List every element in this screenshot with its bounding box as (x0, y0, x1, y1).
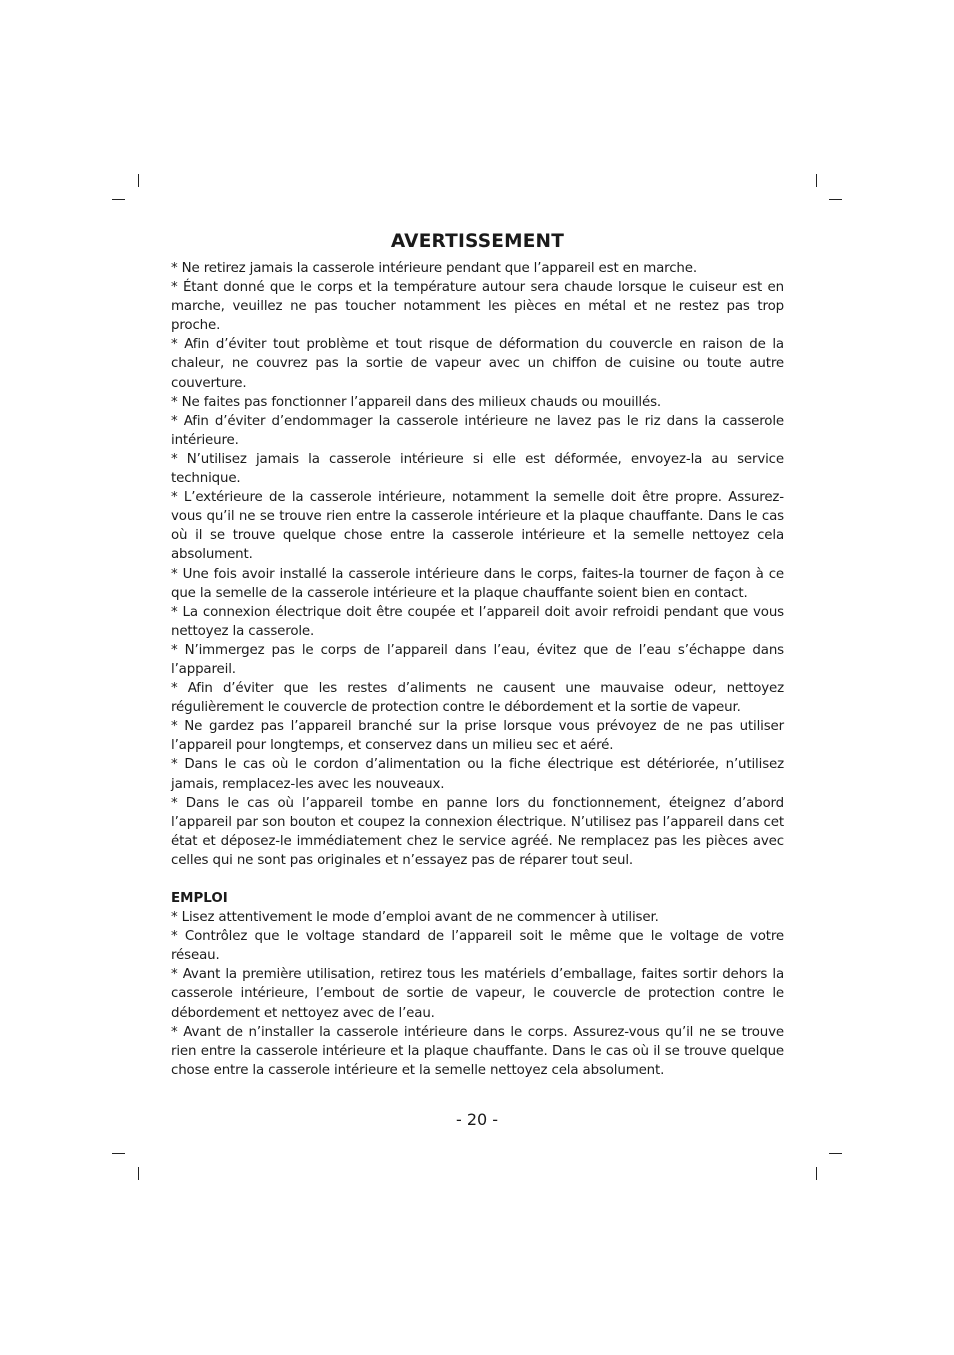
warning-item: * Dans le cas où le cordon d’alimentation ou la fiche électrique est détériorée, n’utilisez jamais, remplacez-les avec les nouveaux. (171, 757, 784, 792)
warning-item: * N’immergez pas le corps de l’appareil dans l’eau, évitez que de l’eau s’échappe dans l’appareil. (171, 642, 784, 677)
crop-mark (138, 1167, 139, 1180)
warning-item: * L’extérieure de la casserole intérieure, notamment la semelle doit être propre. Assurez-vous qu’il ne se trouve rien entre la casserole intérieure et la plaque chauffante. Dans le cas où il se trouve quelque chose entre la casserole intérieure et la semelle nettoyez cela absolument. (171, 490, 784, 563)
page-title: AVERTISSEMENT (390, 231, 565, 252)
usage-item: * Contrôlez que le voltage standard de l’appareil soit le même que le voltage de votre réseau. (171, 929, 784, 964)
usage-list (171, 908, 784, 1080)
usage-item: * Avant la première utilisation, retirez tous les matériels d’emballage, faites sortir dehors la casserole intérieure, l’embout de sortie de vapeur, le couvercle de protection contre le débordement et nettoyez avec de l’eau. (171, 967, 784, 1021)
warning-item: * Ne faites pas fonctionner l’appareil dans des milieux chauds ou mouillés. (171, 394, 662, 410)
crop-mark (112, 1153, 125, 1154)
page-number: - 20 - (455, 1110, 499, 1129)
crop-mark (829, 199, 842, 200)
page-content (171, 232, 784, 1080)
crop-mark (816, 1167, 817, 1180)
warnings-list (171, 259, 784, 870)
crop-mark (138, 174, 139, 187)
crop-mark (829, 1153, 842, 1154)
warning-item: * Étant donné que le corps et la température autour sera chaude lorsque le cuiseur est en marche, veuillez ne pas toucher notamment les pièces en métal et ne restez pas trop proche. (171, 280, 784, 334)
section-title-usage: EMPLOI (171, 891, 228, 906)
warning-item: * La connexion électrique doit être coupée et l’appareil doit avoir refroidi pendant que vous nettoyez la casserole. (171, 604, 784, 639)
crop-mark (112, 199, 125, 200)
crop-mark (816, 174, 817, 187)
warning-item: * Afin d’éviter que les restes d’aliments ne causent une mauvaise odeur, nettoyez régulièrement le couvercle de protection contre le débordement et la sortie de vapeur. (171, 681, 784, 716)
usage-item: * Avant de n’installer la casserole intérieure dans le corps. Assurez-vous qu’il ne se trouve rien entre la casserole intérieure et la plaque chauffante. Dans le cas où il se trouve quelque chose entre la casserole intérieure et la semelle nettoyez cela absolument. (171, 1024, 784, 1078)
warning-item: * Afin d’éviter tout problème et tout risque de déformation du couvercle en raison de la chaleur, ne couvrez pas la sortie de vapeur avec un chiffon de cuisine ou toute autre couverture. (171, 337, 784, 391)
warning-item: * Dans le cas où l’appareil tombe en panne lors du fonctionnement, éteignez d’abord l’appareil par son bouton et coupez la connexion électrique. N’utilisez pas l’appareil dans cet état et déposez-le immédiatement chez le service agréé. Ne remplacez pas les pièces avec celles qui ne sont pas originales et n’essayez pas de réparer tout seul. (171, 795, 784, 868)
warning-item: * Une fois avoir installé la casserole intérieure dans le corps, faites-la tourner de façon à ce que la semelle de la casserole intérieure et la plaque chauffante soient bien en contact. (171, 566, 784, 601)
warning-item: * Afin d’éviter d’endommager la casserole intérieure ne lavez pas le riz dans la casserole intérieure. (171, 413, 784, 448)
warning-item: * Ne gardez pas l’appareil branché sur la prise lorsque vous prévoyez de ne pas utiliser l’appareil pour longtemps, et conservez dans un milieu sec et aéré. (171, 719, 784, 754)
warning-item: * Ne retirez jamais la casserole intérieure pendant que l’appareil est en marche. (171, 261, 697, 276)
usage-item: * Lisez attentivement le mode d’emploi avant de ne commencer à utiliser. (171, 910, 659, 926)
warning-item: * N’utilisez jamais la casserole intérieure si elle est déformée, envoyez-la au service technique. (171, 451, 784, 487)
